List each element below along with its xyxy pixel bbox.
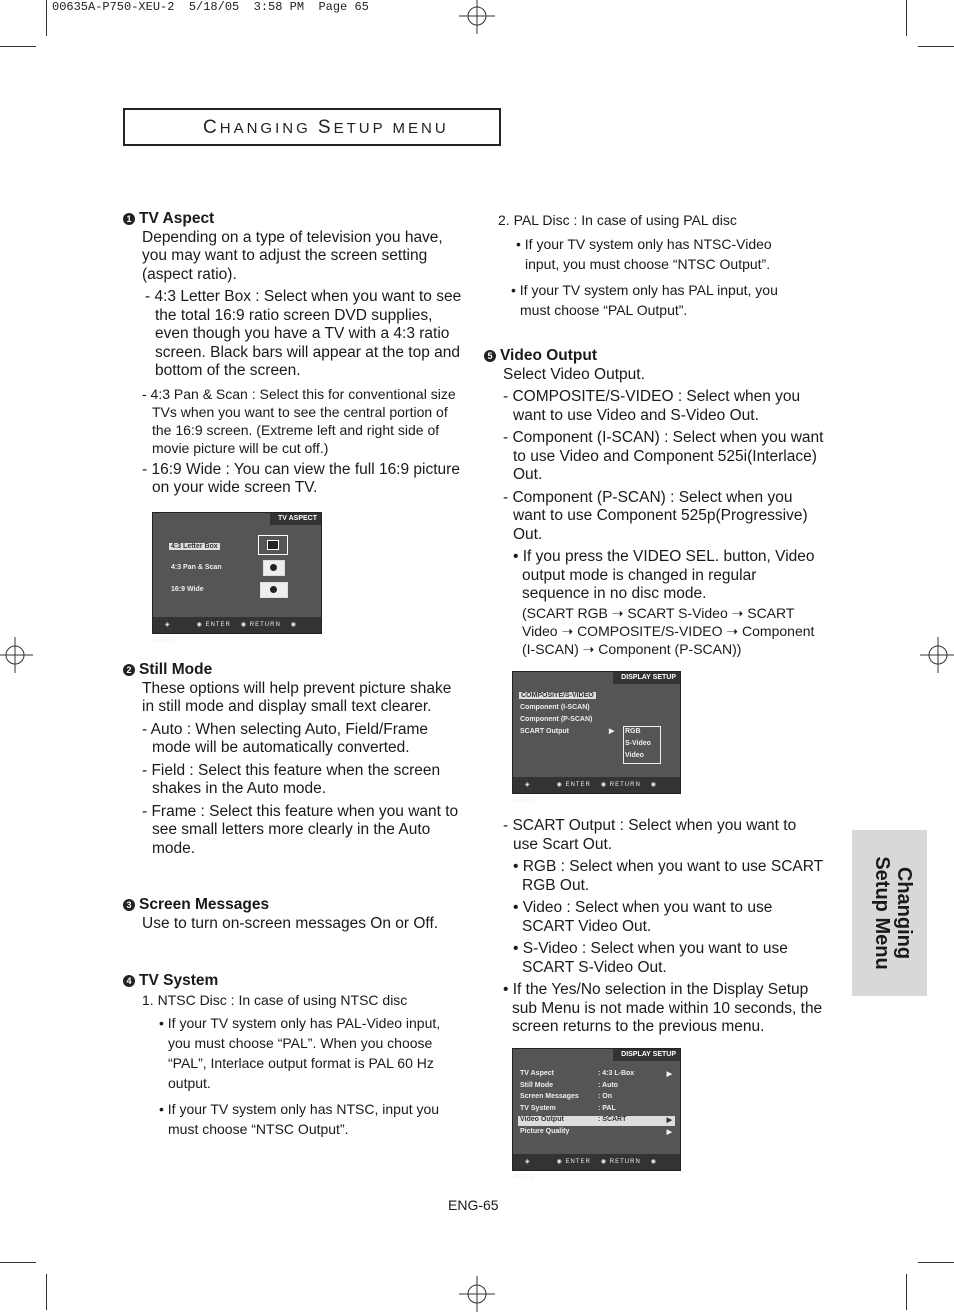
registration-mark-icon [459, 1276, 495, 1312]
arrow-right-icon: ▶ [609, 728, 615, 735]
registration-mark-icon [920, 637, 954, 673]
tv-icon [260, 582, 288, 598]
list-item: - 16:9 Wide : You can view the full 16:9 picture on your wide screen TV. [142, 460, 460, 496]
tv-icon [263, 560, 285, 576]
crop-mark [46, 0, 47, 36]
crop-mark [906, 1274, 907, 1310]
page-title: CHANGING SETUP MENU [123, 108, 501, 146]
page-number: ENG-65 [448, 1197, 499, 1213]
osd-row-value: : 4:3 L-Box [598, 1070, 635, 1077]
list-item: - Frame : Select this feature when you want to see small letters more clearly in the Auto mode. [142, 802, 459, 857]
registration-mark-icon [459, 0, 495, 34]
sub-menu [623, 726, 661, 764]
osd-row [518, 1093, 675, 1103]
list-item: - Component (P-SCAN) : Select when you want to use Component 525p(Progressive) Out. [503, 488, 808, 543]
section-title: 1 TV Aspect [123, 210, 463, 229]
list-item: • If your TV system only has PAL input, you must choose “PAL Output”. [511, 282, 778, 318]
osd-item: Component (P-SCAN) [520, 716, 593, 723]
osd-row-value: : SCART [598, 1116, 627, 1124]
paragraph: Depending on a type of television you have, you may want to adjust the screen setting (aspect ratio). [142, 228, 443, 283]
osd-item: 16:9 Wide [171, 586, 204, 593]
arrow-right-icon: ▶ [666, 1117, 672, 1125]
osd-item: Component (I-SCAN) [520, 704, 590, 711]
paragraph: Use to turn on-screen messages On or Off. [142, 914, 439, 932]
list-item: • If your TV system only has NTSC-Video input, you must choose “NTSC Output”. [516, 236, 772, 272]
side-tab-label: Setup Menu [871, 856, 893, 970]
right-column [498, 210, 808, 320]
osd-row-label: TV System [520, 1104, 556, 1112]
osd-item: RGB [625, 728, 641, 735]
list-item: - 4:3 Letter Box : Select when you want to see the total 16:9 ratio screen DVD supplies, even though you have a TV with a 4:3 ratio screen. Black bars will appear at the top and bottom of the screen. [145, 288, 462, 379]
osd-row [518, 1082, 675, 1092]
osd-row-label: Screen Messages [520, 1093, 579, 1101]
osd-row-value: : On [598, 1093, 612, 1101]
left-column [123, 210, 463, 498]
right-column-2 [484, 347, 824, 658]
crop-mark [0, 46, 36, 47]
osd-row-value: : Auto [598, 1081, 618, 1089]
list-item: - 4:3 Pan & Scan : Select this for conventional size TVs when you want to see the central portion of the 16:9 screen. (Extreme left and right side of movie picture will be cut off.) [142, 385, 456, 456]
osd-row-label: TV Aspect [520, 1070, 554, 1077]
osd-item: 4:3 Letter Box [171, 543, 218, 550]
osd-row [518, 1128, 675, 1138]
list-item: • S-Video : Select when you want to use SCART S-Video Out. [513, 940, 788, 976]
list-item: - Field : Select this feature when the screen shakes in the Auto mode. [142, 761, 441, 797]
list-item: • If your TV system only has PAL-Video input, you must choose “PAL”. When you choose “PAL”, Interlace output format is PAL 60 Hz output. [159, 1014, 441, 1091]
section-title: 5 Video Output [484, 347, 824, 366]
list-item: - Auto : When selecting Auto, Field/Frame mode will be automatically converted. [142, 720, 429, 756]
registration-mark-icon [0, 637, 33, 673]
osd-item: SCART Output [520, 728, 569, 735]
side-tab-label: Changing [893, 866, 915, 960]
osd-item: S-Video [625, 740, 651, 747]
osd-row [518, 1070, 675, 1080]
osd-row-label: Picture Quality [520, 1128, 570, 1135]
paragraph: These options will help prevent picture shake in still mode and display small text clearer. [142, 679, 452, 715]
paragraph: 2. PAL Disc : In case of using PAL disc [498, 212, 737, 228]
right-column-3 [484, 813, 824, 1037]
crop-mark [918, 1262, 954, 1263]
list-item: • If you press the VIDEO SEL. button, Video output mode is changed in regular sequence in no disc mode. [513, 548, 815, 602]
list-item: - SCART Output : Select when you want to use Scart Out. [503, 817, 797, 853]
osd-footer: ◈ ◉ ENTER ◉ RETURN ◉ MENU [513, 777, 680, 793]
osd-title: TV ASPECT [270, 513, 321, 525]
crop-mark [0, 1262, 36, 1263]
osd-title: DISPLAY SETUP [613, 672, 680, 684]
osd-title: DISPLAY SETUP [613, 1049, 680, 1061]
paragraph: Select Video Output. [503, 365, 645, 383]
print-slug: 00635A-P750-XEU-2 5/18/05 3:58 PM Page 65 [52, 0, 369, 14]
osd-row [518, 1116, 675, 1126]
tv-icon [258, 535, 288, 555]
list-item: - COMPOSITE/S-VIDEO : Select when you want to use Video and S-Video Out. [503, 388, 801, 424]
list-item: • If the Yes/No selection in the Display Setup sub Menu is not made within 10 seconds, the screen returns to the previous menu. [503, 981, 823, 1035]
left-column-4 [123, 972, 463, 1139]
osd-row-value: : PAL [598, 1104, 616, 1112]
osd-footer: ◈ ◉ ENTER ◉ RETURN ◉ MENU [153, 617, 321, 633]
arrow-right-icon: ▶ [666, 1129, 672, 1136]
side-tab [852, 830, 927, 996]
display-setup-screen-2 [512, 1048, 681, 1181]
list-item: - Component (I-SCAN) : Select when you want to use Video and Component 525i(Interlace) Out. [503, 429, 824, 483]
arrow-right-icon: ▶ [666, 1071, 672, 1078]
display-setup-screen [512, 671, 681, 804]
crop-mark [46, 1274, 47, 1310]
section-title: 3 Screen Messages [123, 896, 463, 915]
osd-row-label: Still Mode [520, 1081, 554, 1089]
list-item: • RGB : Select when you want to use SCART RGB Out. [513, 858, 823, 894]
paragraph: 1. NTSC Disc : In case of using NTSC disc [142, 991, 408, 1008]
osd-item: Video [625, 752, 644, 759]
section-title: 4 TV System [123, 972, 463, 991]
section-title: 2 Still Mode [123, 661, 463, 680]
list-item: • Video : Select when you want to use SCART Video Out. [513, 899, 773, 935]
left-column-2 [123, 661, 463, 858]
osd-row-label: Video Output [520, 1116, 564, 1124]
tv-aspect-screen [152, 512, 322, 644]
osd-item: COMPOSITE/S-VIDEO [521, 692, 594, 699]
osd-item: 4:3 Pan & Scan [171, 564, 222, 571]
crop-mark [906, 0, 907, 36]
crop-mark [918, 46, 954, 47]
osd-row [518, 1105, 675, 1115]
list-item: • If your TV system only has NTSC, input you must choose “NTSC Output”. [159, 1100, 440, 1137]
osd-footer: ◈ ◉ ENTER ◉ RETURN ◉ MENU [513, 1154, 680, 1170]
left-column-3 [123, 896, 463, 933]
paragraph: (SCART RGB ➝ SCART S-Video ➝ SCART Video ➝ COMPOSITE/S-VIDEO ➝ Component (I-SCAN) ➝ Component (P-SCAN)) [522, 604, 815, 657]
